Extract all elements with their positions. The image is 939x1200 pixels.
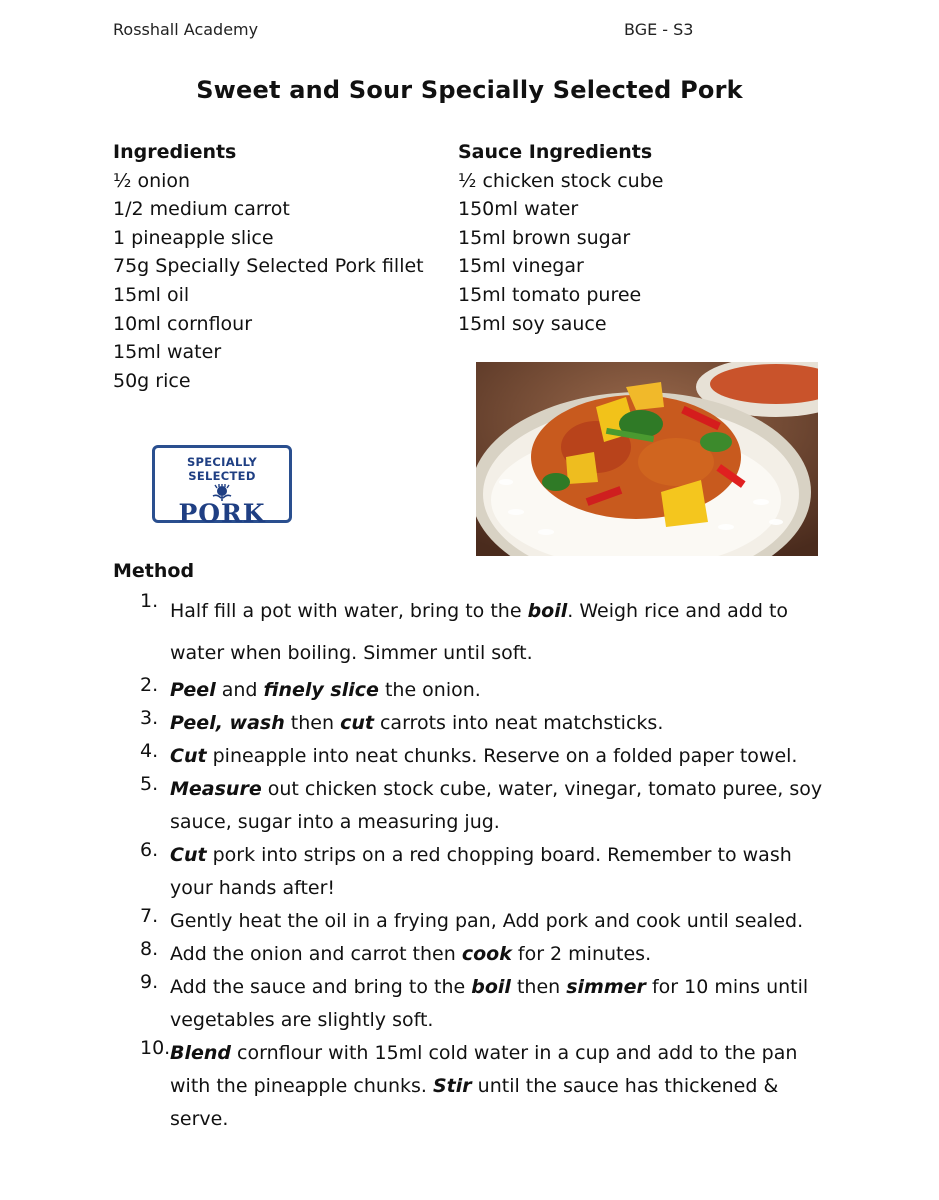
emphasis-verb: boil [471,976,511,998]
sauce-item: 15ml soy sauce [458,312,607,335]
sauce-item: ½ chicken stock cube [458,169,664,192]
emphasis-verb: finely slice [263,679,379,701]
step-number: 2. [140,674,159,696]
step-text: Peel and finely slice the onion. [170,679,481,701]
step-number: 5. [140,773,159,795]
emphasis-verb: Cut [170,745,207,767]
emphasis-verb: Blend [170,1042,232,1064]
step-text: Add the sauce and bring to the boil then simmer for 10 mins until vegetables are slightly soft. [170,976,809,1031]
step-number: 1. [140,590,159,612]
ingredient-item: 50g rice [113,369,191,392]
sauce-item: 150ml water [458,198,579,221]
step-text: Blend cornflour with 15ml cold water in a cup and add to the pan with the pineapple chunks. Stir until the sauce has thickened & serve. [170,1042,798,1130]
sauce-section [458,138,663,338]
emphasis-verb: cut [340,712,374,734]
emphasis-verb: boil [527,600,568,622]
sweet-and-sour-pork-photo [476,362,818,556]
sauce-item: 15ml vinegar [458,255,584,278]
emphasis-verb: Peel [170,679,216,701]
emphasis-verb: Cut [170,844,207,866]
step-number: 4. [140,740,159,762]
sauce-heading: Sauce Ingredients [458,141,653,163]
ingredient-item: ½ onion [113,169,191,192]
recipe-title: Sweet and Sour Specially Selected Pork [196,76,743,104]
class-level: BGE - S3 [624,20,694,39]
step-text: Half fill a pot with water, bring to the boil. Weigh rice and add to water when boiling. Simmer until soft. [170,600,789,664]
school-name: Rosshall Academy [113,20,259,39]
step-text: Peel, wash then cut carrots into neat matchsticks. [170,712,664,734]
step-number: 3. [140,707,159,729]
ingredient-item: 15ml water [113,341,222,364]
step-text: Cut pineapple into neat chunks. Reserve on a folded paper towel. [170,745,798,767]
emphasis-verb: simmer [566,976,646,998]
logo-line1: SPECIALLY SELECTED [186,455,258,483]
step-number: 10. [140,1037,171,1059]
logo-line2: PORK [178,499,266,528]
ingredients-heading: Ingredients [113,141,237,163]
step-text: Cut pork into strips on a red chopping board. Remember to wash your hands after! [170,844,792,899]
ingredient-item: 1/2 medium carrot [113,198,290,221]
emphasis-verb: Peel, wash [170,712,285,734]
sauce-item: 15ml tomato puree [458,283,642,306]
step-text: Gently heat the oil in a frying pan, Add pork and cook until sealed. [170,910,804,932]
ingredient-item: 75g Specially Selected Pork fillet [113,255,424,278]
sauce-item: 15ml brown sugar [458,226,631,249]
method-heading: Method [113,560,195,582]
ingredient-item: 10ml cornflour [113,312,253,335]
specially-selected-pork-logo [152,445,292,528]
emphasis-verb: cook [461,943,512,965]
step-number: 7. [140,905,159,927]
step-text: Measure out chicken stock cube, water, vinegar, tomato puree, soy sauce, sugar into a measuring jug. [170,778,823,833]
ingredient-item: 15ml oil [113,283,190,306]
step-number: 8. [140,938,159,960]
ingredient-item: 1 pineapple slice [113,226,274,249]
step-text: Add the onion and carrot then cook for 2 minutes. [170,943,652,965]
emphasis-verb: Measure [170,778,262,800]
emphasis-verb: Stir [432,1075,472,1097]
step-number: 6. [140,839,159,861]
ingredients-section [113,138,424,395]
step-number: 9. [140,971,159,993]
